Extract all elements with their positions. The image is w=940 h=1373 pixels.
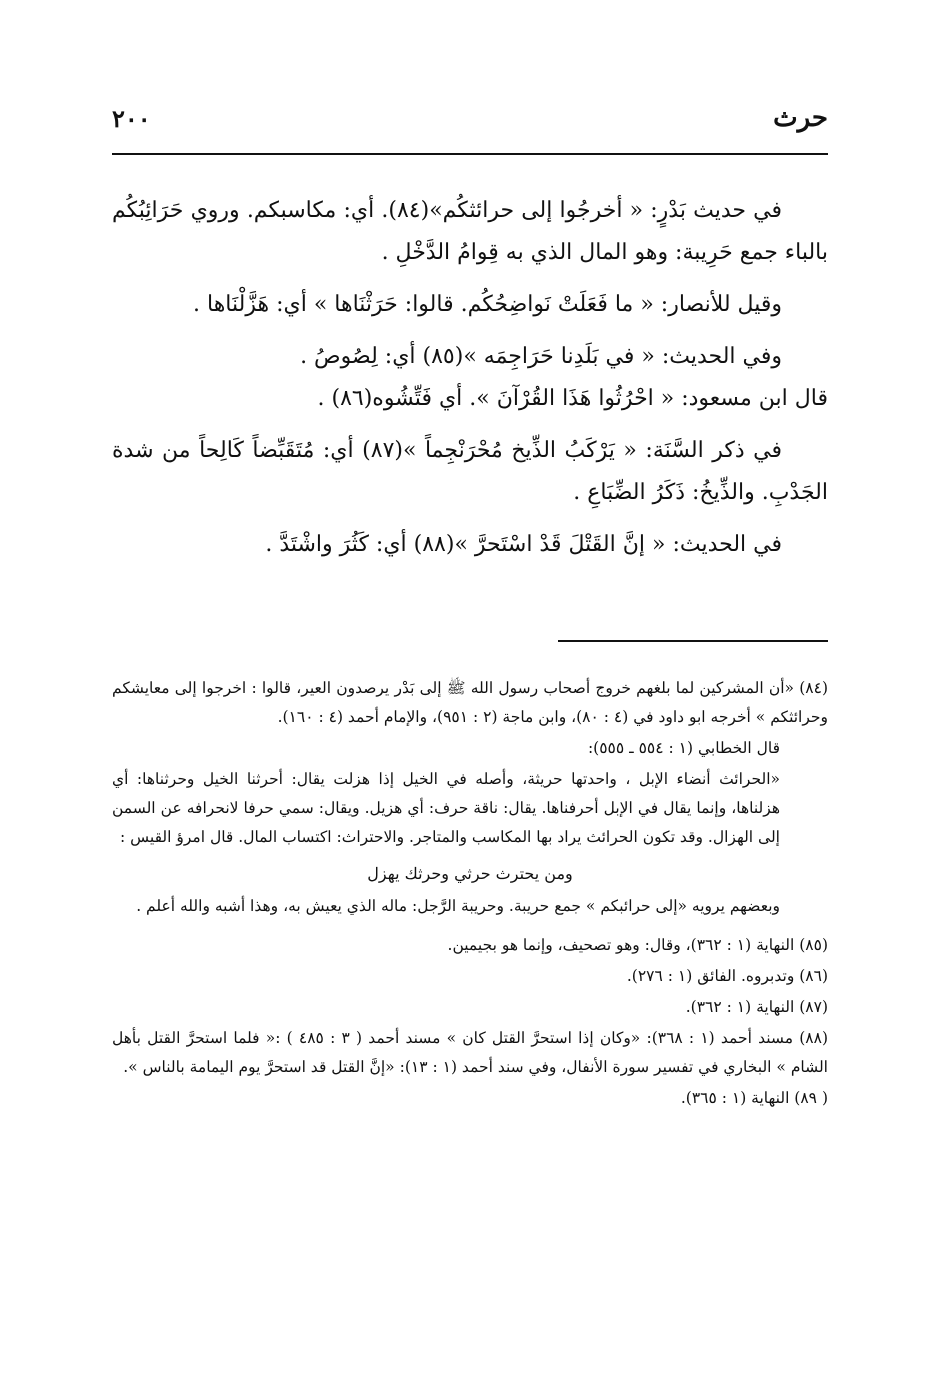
footnote-84-verse: ومن يحترث حرثي وحرثك يهزل xyxy=(367,864,573,883)
paragraph-ansar: وقيل للأنصار: « ما فَعَلَتْ نَواضِحُكُم. قالوا: حَرَثْنَاها » أي: هَزَّلْنَاها . xyxy=(193,292,782,317)
page-header xyxy=(112,98,828,138)
paragraph-sanah: في ذكر السَّنَة: « يَرْكَبُ الذِّيخ مُحْرَنْجِماً »(٨٧) أي: مُتَقَبِّضاً كَالِحاً من شدة الجَدْبِ. والذِّيخُ: ذَكَرُ الضِّبَاعِ . xyxy=(112,438,828,505)
main-text xyxy=(112,190,828,576)
footnote-84-conclusion: وبعضهم يرويه «إلى حرائبكم » جمع حريبة. وحريبة الرَّجل: ماله الذي يعيش به، وهذا أشبه والله أعلم . xyxy=(136,897,780,915)
paragraph-istaharra: في الحديث: « إنَّ القَتْلَ قَدْ اسْتَحرَّ »(٨٨) أي: كَثُرَ واشْتَدَّ . xyxy=(265,532,782,557)
footnote-84: (٨٤) «أن المشركين لما بلغهم خروج أصحاب رسول الله ﷺ إلى بَدْر يرصدون العير، قالوا : اخرجوا إلى معايشكم وحرائثكم » أخرجه ابو داود في (٤ : ٨٠)، وابن ماجة (٢ : ٩٥١)، والإمام أحمد (٤ : ١٦٠). xyxy=(112,679,828,726)
page-number: ٢٠٠ xyxy=(112,103,151,133)
footnote-87: (٨٧) النهاية (١ : ٣٦٢). xyxy=(685,998,828,1016)
paragraph-harajimah: وفي الحديث: « في بَلَدِنا حَرَاجِمَه »(٨٥) أي: لِصُوصُ . xyxy=(300,344,782,369)
page-title: حرث xyxy=(773,103,828,133)
footnote-86: (٨٦) وتدبروه. الفائق (١ : ٢٧٦). xyxy=(626,967,828,985)
footnote-84-explanation: «الحرائث أنضاء الإبل ، واحدتها حريثة، وأصله في الخيل إذا هزلت يقال: أحرثنا الخيل وحرثناها: أي هزلناها، وإنما يقال في الإبل أحرفناها. يقال: ناقة حرف: أي هزيل. ويقال: سمي حرفا لانحرافه عن السمن إلى الهزال. وقد تكون الحرائث يراد بها المكاسب والمتاجر. والاحتراث: اكتساب المال. قال امرؤ القيس : xyxy=(112,770,780,846)
footnote-88: (٨٨) مسند أحمد (١ : ٣٦٨): «وكان إذا استحرَّ القتل كان » مسند أحمد ( ٣ : ٤٨٥ ) :« فلما استحرَّ القتل بأهل الشام » البخاري في تفسير سورة الأنفال، وفي سند أحمد (١ : ١٣): «إنَّ القتل قد استحرَّ يوم اليمامة بالناس ». xyxy=(112,1029,828,1076)
footnotes xyxy=(112,674,828,1115)
footnote-divider xyxy=(558,640,828,642)
paragraph-hadith-badr: في حديث بَدْرٍ: « أخرجُوا إلى حرائثكُم»(٨٤). أي: مكاسبكم. وروي حَرَائِبُكُم بالباء جمع حَرِيبة: وهو المال الذي به قِوامُ الدَّخْلِ . xyxy=(112,198,828,265)
paragraph-ibn-masud: قال ابن مسعود: « احْرُثُوا هَذَا القُرْآنَ ». أي فَتِّشُوه(٨٦) . xyxy=(317,386,828,411)
footnote-85: (٨٥) النهاية (١ : ٣٦٢)، وقال: وهو تصحيف، وإنما هو بجيمين. xyxy=(447,936,828,954)
footnote-84-khattabi: قال الخطابي (١ : ٥٥٤ ـ ٥٥٥): xyxy=(587,739,780,757)
header-divider xyxy=(112,153,828,155)
footnote-89: ( ٨٩) النهاية (١ : ٣٦٥). xyxy=(680,1089,828,1107)
